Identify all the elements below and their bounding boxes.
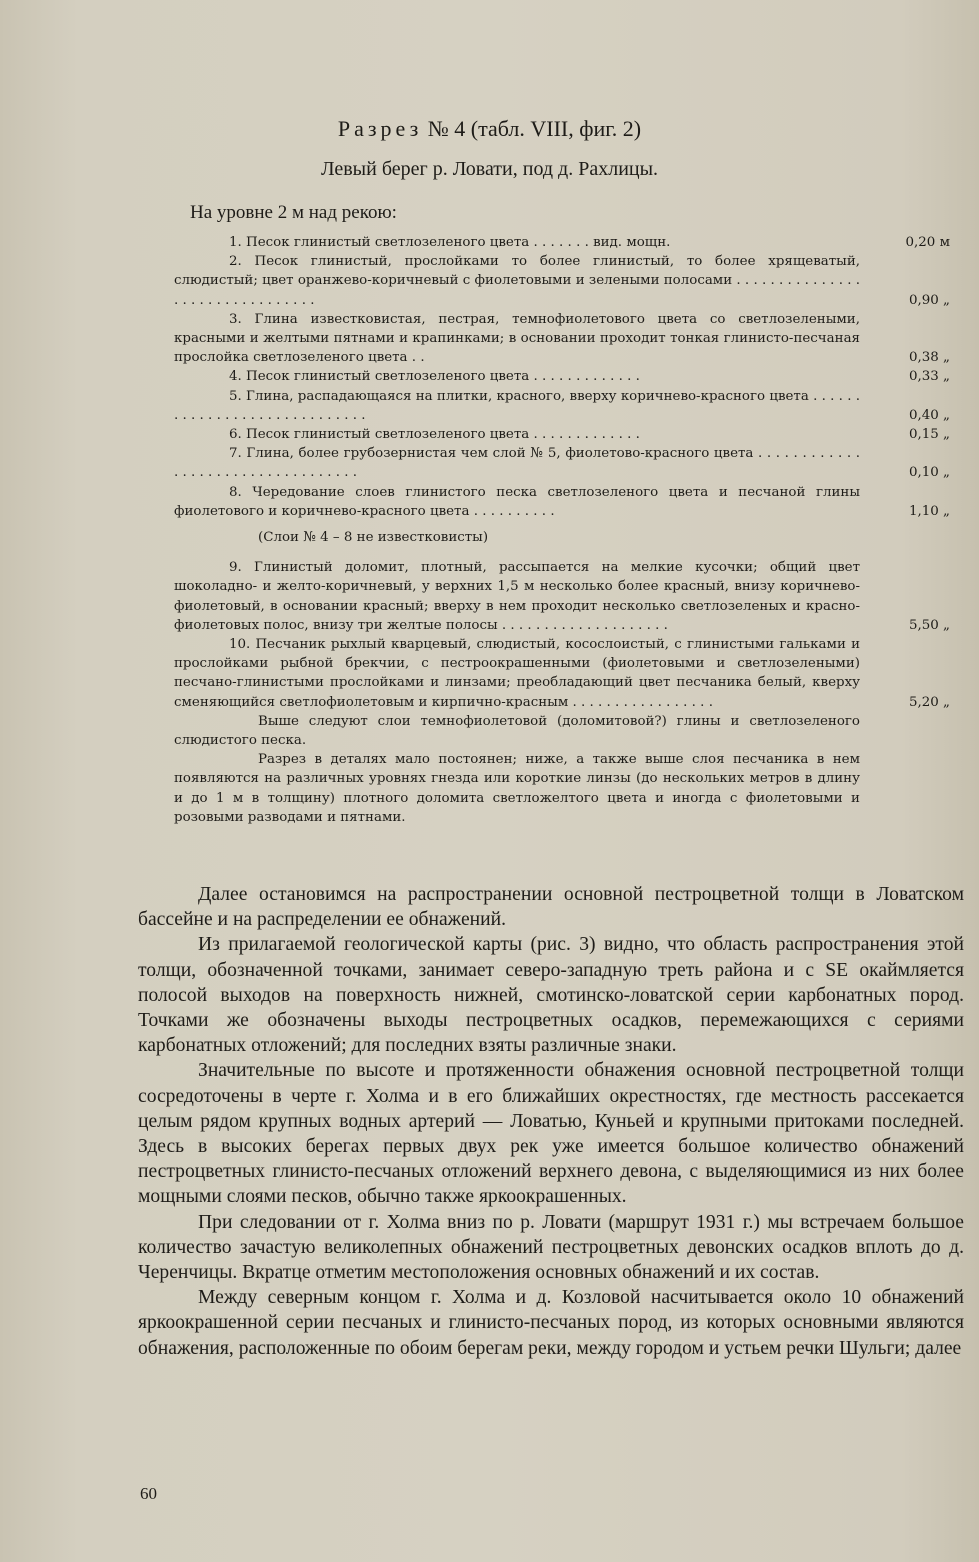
body-paragraph: Значительные по высоте и протяженности обнажения основной пестроцветной толщи сосредоточены в черте г. Холма и в его ближайших окрестностях, где местность рассекается целым рядом крупных водных артерий — Ловатью, Куньей и крупными притоками последней. Здесь в высоких берегах первых двух рек уже имеется большое количество обнажений пестроцветных глинисто-песчаных отложений верхнего девона, с выделяющимися из них более мощными слоями песков, обычно также яркоокрашенных. xyxy=(138,1060,964,1208)
layer-thickness: 0,15 „ xyxy=(908,427,950,443)
body-paragraph: При следовании от г. Холма вниз по р. Ловати (маршрут 1931 г.) мы встречаем большое количество зачастую великолепных обнажений пестроцветных девонских осадков вплоть до д. Черенчицы. Вкратце отметим местоположения основных обнажений и их состав. xyxy=(138,1211,964,1284)
layer-item xyxy=(174,367,964,386)
layer-thickness: 0,90 „ xyxy=(908,292,950,308)
section-subtitle: Левый берег р. Ловати, под д. Рахлицы. xyxy=(320,158,659,180)
section-title-number: № 4 (табл. VIII, фиг. 2) xyxy=(422,116,642,141)
section-title xyxy=(0,116,979,142)
layer-item xyxy=(174,310,964,368)
layer-description: 10. Песчаник рыхлый кварцевый, слюдистый, косослоистый, с глинистыми гальками и прослойками рыбной брекчии, с пестроокрашенными (фиолетовыми и светлозелеными) песчано-глинистыми прослойками и линзами; преобладающий цвет песчаника белый, кверху сменяющийся светлофиолетовым и кирпично-красным . . . . . . . . . . . . . . . . . xyxy=(174,637,860,710)
layer-description: 8. Чередование слоев глинистого песка светлозеленого цвета и песчаной глины фиолетового и коричнево-красного цвета . . . . . . . . . . xyxy=(174,484,860,519)
layer-thickness: 1,10 „ xyxy=(908,503,950,519)
layer-item xyxy=(174,252,964,310)
layer-thickness: 0,38 „ xyxy=(908,350,950,366)
layer-list xyxy=(174,233,964,827)
layer-description: 2. Песок глинистый, прослойками то более глинистый, то более хрящеватый, слюдистый; цвет оранжево-коричневый с фиолетовыми и зелеными полосами . . . . . . . . . . . . . . . . . . . . . . . . . . . . . . . . xyxy=(174,254,860,308)
body-paragraph: Далее остановимся на распространении основной пестроцветной толщи в Ловатском бассейне и на распределении ее обнажений. xyxy=(138,884,964,931)
layer-item xyxy=(174,444,964,482)
layer-description: 4. Песок глинистый светлозеленого цвета . . . . . . . . . . . . . xyxy=(229,369,640,385)
section-remark: Разрез в деталях мало постоянен; ниже, а также выше слоя песчаника в нем появляются на различных уровнях гнезда или короткие линзы (до нескольких метров в длину и до 1 м в толщину) плотного доломита светложелтого цвета и иногда с фиолетовыми и розовыми разводами и пятнами. xyxy=(174,752,860,825)
section-title-word: Разрез xyxy=(337,116,423,141)
body-paragraph: Из прилагаемой геологической карты (рис. 3) видно, что область распространения этой толщи, обозначенной точками, занимает северо-западную треть района и с SE окаймляется полосой выходов на поверхность нижней, смотинско-ловатской серии карбонатных пород. Точками же обозначены выходы пестроцветных осадков, перемежающихся с сериями карбонатных отложений; для последних взяты различные знаки. xyxy=(138,934,964,1057)
layer-item xyxy=(174,387,964,425)
layers-note: (Слои № 4 – 8 не известковисты) xyxy=(258,530,489,546)
layer-item xyxy=(174,635,964,712)
layer-item xyxy=(174,425,964,444)
body-paragraph: Между северным концом г. Холма и д. Козловой насчитывается около 10 обнажений яркоокрашенной серии песчаных и глинисто-песчаных пород, из которых основными являются обнажения, расположенные по обоим берегам реки, между городом и устьем речки Шульги; далее xyxy=(138,1287,964,1359)
layer-item xyxy=(174,558,964,635)
layer-item xyxy=(174,483,964,521)
layer-thickness: 0,10 „ xyxy=(908,465,950,481)
layer-description: 5. Глина, распадающаяся на плитки, красного, вверху коричнево-красного цвета . . . . . . . . . . . . . . . . . . . . . . . . . . . . . xyxy=(174,388,860,423)
layer-item xyxy=(174,233,964,252)
body-text xyxy=(138,882,964,1361)
layer-thickness: 0,40 „ xyxy=(908,407,950,423)
layer-thickness: 0,33 „ xyxy=(908,369,950,385)
layer-thickness: 0,20 м xyxy=(905,235,950,250)
section-remark: Выше следуют слои темнофиолетовой (доломитовой?) глины и светлозеленого слюдистого песка. xyxy=(174,713,860,749)
layer-description: 9. Глинистый доломит, плотный, рассыпается на мелкие кусочки; общий цвет шоколадно- и желто-коричневый, у верхних 1,5 м несколько более красный, внизу коричнево-фиолетовый, в основании красный; вверху в нем проходит несколько светлозеленых и красно-фиолетовых полос, внизу три желтые полосы . . . . . . . . . . . . . . . . . . . . xyxy=(174,560,860,633)
layer-description: 1. Песок глинистый светлозеленого цвета . . . . . . . вид. мощн. xyxy=(229,235,671,250)
layer-description: 7. Глина, более грубозернистая чем слой № 5, фиолетово-красного цвета . . . . . . . . . . . . . . . . . . . . . . . . . . . . . . . . . . xyxy=(174,446,860,481)
layer-thickness: 5,20 „ xyxy=(908,694,950,710)
layer-description: 6. Песок глинистый светлозеленого цвета . . . . . . . . . . . . . xyxy=(229,427,640,443)
layer-thickness: 5,50 „ xyxy=(908,617,950,633)
page-number: 60 xyxy=(140,1484,157,1503)
level-heading: На уровне 2 м над рекою: xyxy=(190,202,397,223)
layer-description: 3. Глина известковистая, пестрая, темнофиолетового цвета со светлозелеными, красными и желтыми пятнами и крапинками; в основании проходит тонкая глинисто-песчаная прослойка светлозеленого цвета . . xyxy=(174,311,860,366)
